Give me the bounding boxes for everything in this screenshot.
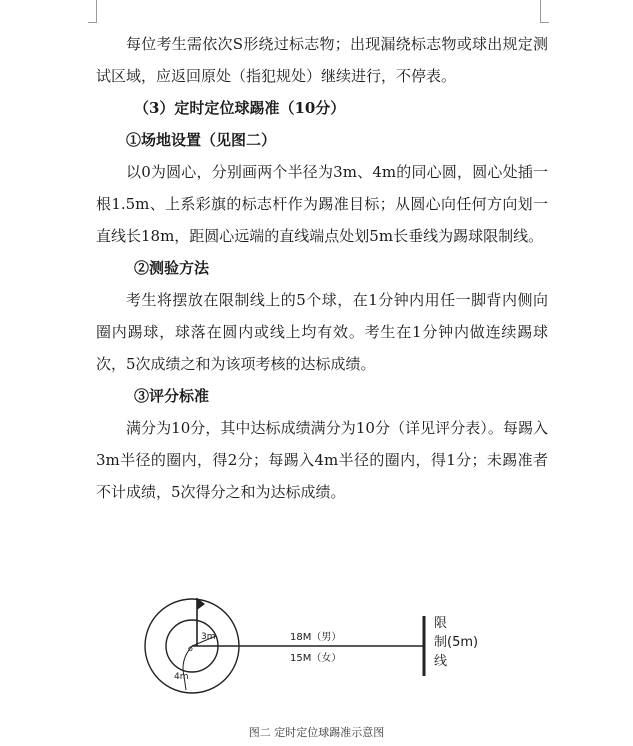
paragraph-scoring: 满分为10分，其中达标成绩满分为10分（详见评分表）。每踢入3m半径的圈内，得2分；每踢入4m半径的圈内，得1分；未踢准者不计成绩，5次得分之和为达标成绩。 xyxy=(96,419,548,501)
label-distance-female: 15M（女） xyxy=(290,653,342,664)
subheading-scoring: ③评分标准 xyxy=(134,387,210,405)
label-limit-line-1: 限 xyxy=(434,616,448,631)
figure-caption: 图二 定时定位球踢准示意图 xyxy=(248,726,385,739)
page-corner-mark-right xyxy=(540,0,549,23)
paragraph-test-method: 考生将摆放在限制线上的5个球，在1分钟内用任一脚背内侧向圈内踢球，球落在圆内或线上均有效。考生在1分钟内做连续踢球次，5次成绩之和为该项考核的达标成绩。 xyxy=(96,291,548,373)
label-3m: 3m xyxy=(201,632,216,642)
label-distance-male: 18M（男） xyxy=(290,632,342,643)
section-heading-kick-accuracy: （3）定时定位球踢准（10分） xyxy=(134,99,346,117)
subheading-test-method: ②测验方法 xyxy=(134,259,210,277)
paragraph-site-setup: 以0为圆心，分别画两个半径为3m、4m的同心圆，圆心处插一根1.5m、上系彩旗的标志杆作为踢准目标；从圆心向任何方向划一直线长18m，距圆心远端的直线端点处划5m长垂线为踢球限制线。 xyxy=(96,163,548,245)
label-limit-line-2: 制(5m) xyxy=(434,635,479,650)
paragraph-s-route-rule: 每位考生需依次S形绕过标志物；出现漏绕标志物或球出规定测试区域，应返回原处（指犯规处）继续进行，不停表。 xyxy=(96,35,548,85)
kick-accuracy-diagram xyxy=(140,598,479,718)
page-corner-mark-left xyxy=(88,0,97,23)
label-origin: o xyxy=(188,644,193,653)
label-limit-line-3: 线 xyxy=(434,654,448,669)
document-body xyxy=(96,28,548,508)
label-4m: 4m xyxy=(174,672,189,682)
subheading-site-setup: ①场地设置（见图二） xyxy=(126,131,277,149)
